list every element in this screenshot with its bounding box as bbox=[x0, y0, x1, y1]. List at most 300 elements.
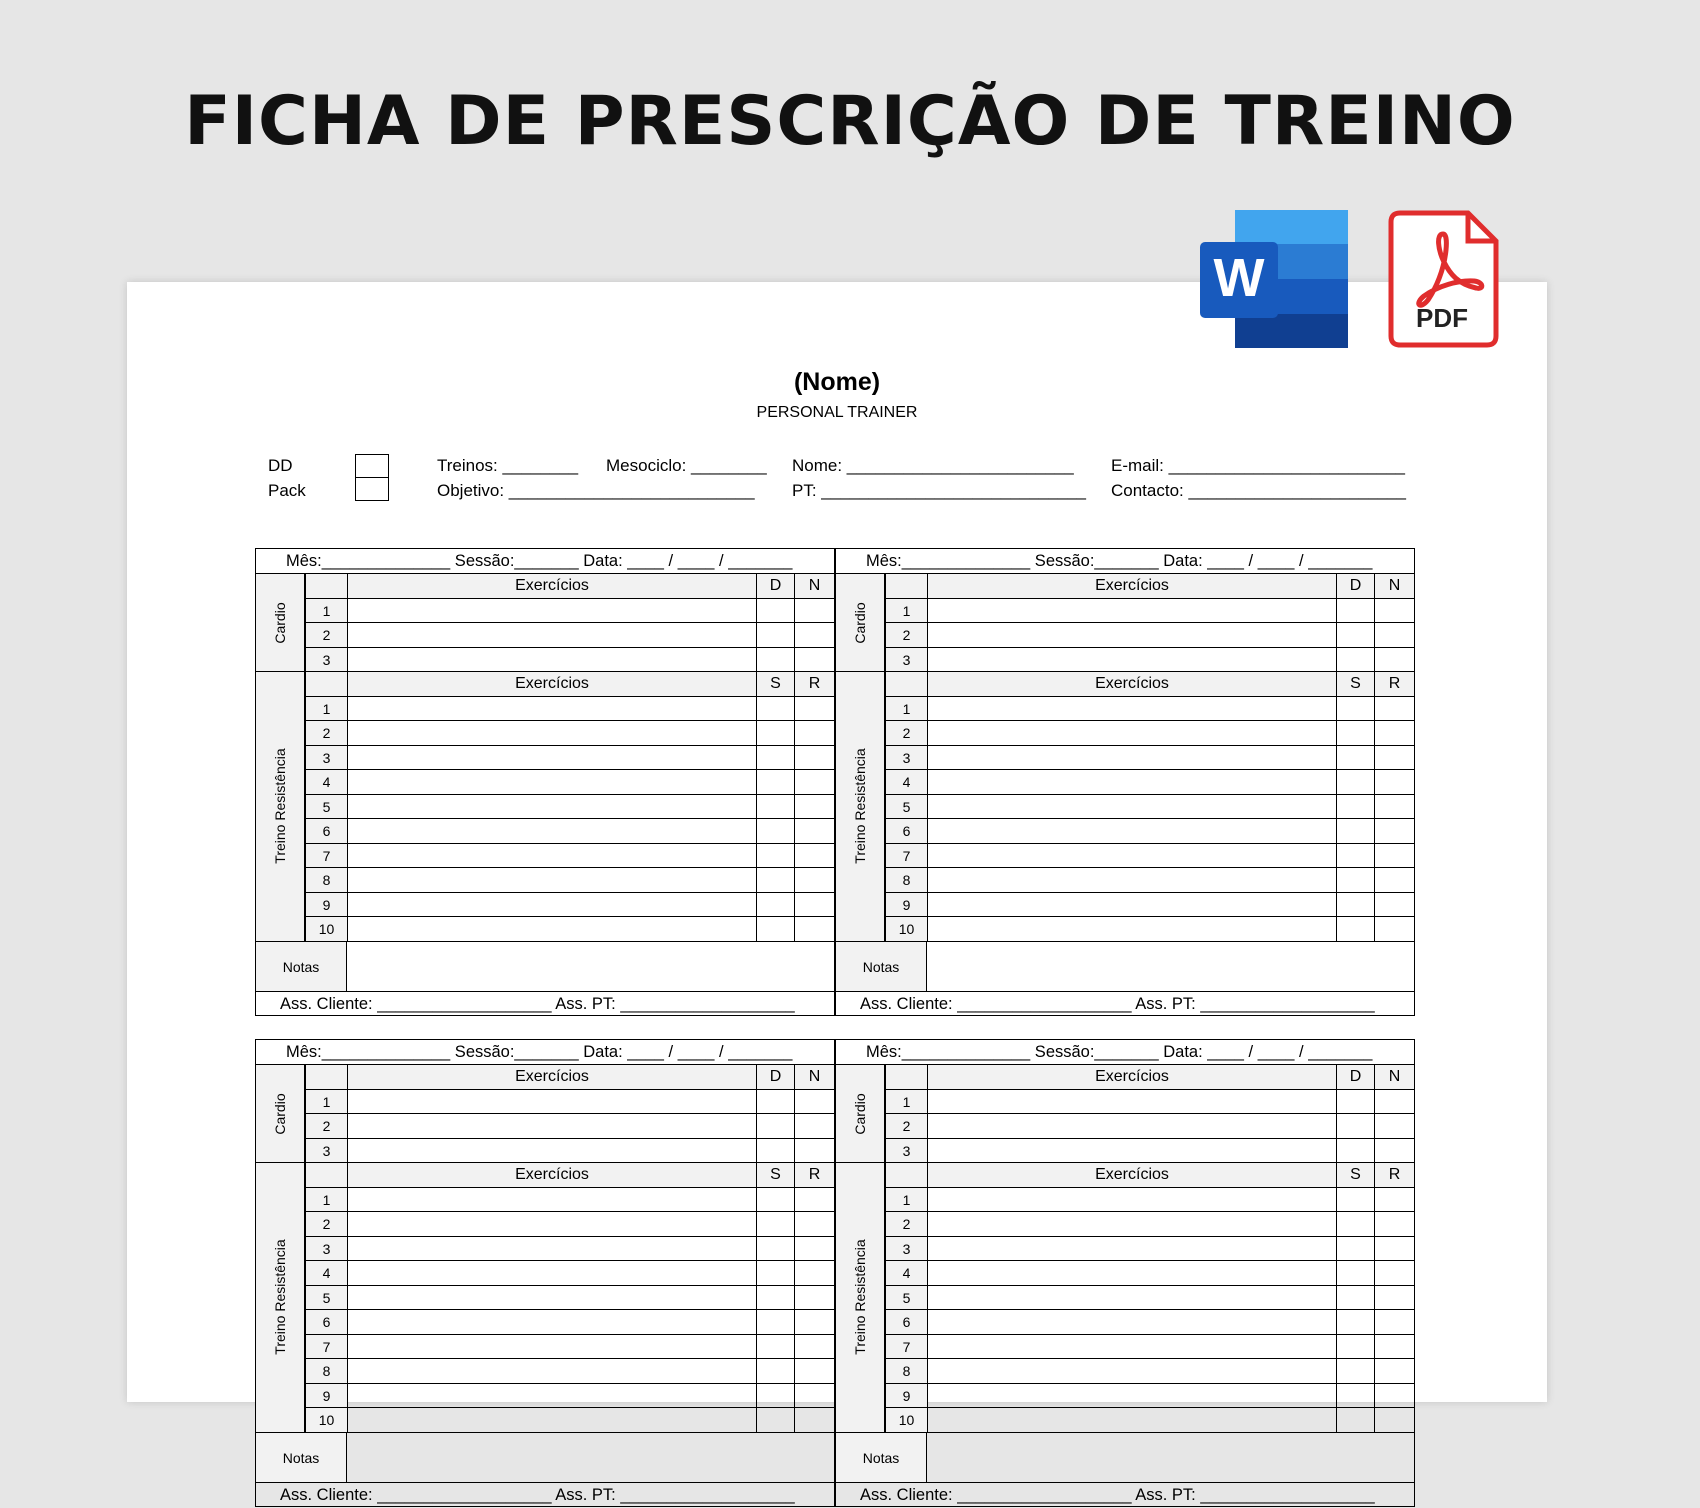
col-header: N bbox=[1374, 1065, 1414, 1089]
row-number: 6 bbox=[305, 1310, 347, 1334]
session-header[interactable]: Mês:______________ Sessão:_______ Data: ____ / ____ / _______ bbox=[256, 1040, 834, 1065]
exercise-row[interactable] bbox=[256, 1212, 834, 1237]
value-cell[interactable] bbox=[1374, 697, 1414, 721]
value-cell[interactable] bbox=[794, 770, 834, 794]
exercise-cell[interactable] bbox=[927, 1335, 1336, 1359]
value-cell[interactable] bbox=[794, 721, 834, 745]
resist-label-text: Treino Resistência bbox=[272, 1239, 288, 1355]
value-cell[interactable] bbox=[794, 1408, 834, 1432]
exercise-cell[interactable] bbox=[927, 1188, 1336, 1212]
value-cell[interactable] bbox=[1336, 795, 1374, 819]
row-number: 3 bbox=[305, 1139, 347, 1163]
exercise-cell[interactable] bbox=[927, 1237, 1336, 1261]
exercise-row[interactable] bbox=[256, 1188, 834, 1213]
value-cell[interactable] bbox=[1336, 1237, 1374, 1261]
value-cell[interactable] bbox=[756, 697, 794, 721]
exercise-cell[interactable] bbox=[927, 746, 1336, 770]
exercise-cell[interactable] bbox=[927, 1114, 1336, 1138]
exercise-cell[interactable] bbox=[927, 599, 1336, 623]
value-cell[interactable] bbox=[1374, 1139, 1414, 1163]
value-cell[interactable] bbox=[794, 795, 834, 819]
resist-label bbox=[836, 672, 885, 942]
exercise-cell[interactable] bbox=[347, 1212, 756, 1236]
value-cell[interactable] bbox=[756, 1408, 794, 1432]
col-header: R bbox=[1374, 1163, 1414, 1187]
value-cell[interactable] bbox=[1336, 1335, 1374, 1359]
cardio-label-text: Cardio bbox=[272, 1092, 288, 1135]
index-header-cell bbox=[305, 574, 347, 598]
exercise-cell[interactable] bbox=[347, 844, 756, 868]
value-cell[interactable] bbox=[794, 1090, 834, 1114]
exercise-cell[interactable] bbox=[347, 1286, 756, 1310]
value-cell[interactable] bbox=[756, 623, 794, 647]
row-number: 9 bbox=[885, 1384, 927, 1408]
contacto-field[interactable]: Contacto: _______________________ bbox=[1111, 481, 1406, 500]
exercise-row[interactable] bbox=[836, 721, 1414, 746]
row-number: 5 bbox=[885, 795, 927, 819]
value-cell[interactable] bbox=[794, 746, 834, 770]
value-cell[interactable] bbox=[756, 1335, 794, 1359]
value-cell[interactable] bbox=[1336, 721, 1374, 745]
value-cell[interactable] bbox=[1374, 721, 1414, 745]
exercise-cell[interactable] bbox=[927, 648, 1336, 672]
cardio-label-text: Cardio bbox=[852, 601, 868, 644]
row-number: 2 bbox=[305, 1114, 347, 1138]
exercise-row[interactable] bbox=[256, 1139, 834, 1164]
value-cell[interactable] bbox=[1374, 599, 1414, 623]
row-number: 3 bbox=[885, 1237, 927, 1261]
value-cell[interactable] bbox=[1336, 1408, 1374, 1432]
resist-label bbox=[256, 1163, 305, 1433]
value-cell[interactable] bbox=[1336, 1114, 1374, 1138]
exercise-row[interactable] bbox=[256, 1310, 834, 1335]
exercise-cell[interactable] bbox=[927, 623, 1336, 647]
row-number: 1 bbox=[885, 697, 927, 721]
row-number: 2 bbox=[885, 623, 927, 647]
exercise-cell[interactable] bbox=[347, 893, 756, 917]
exercise-cell[interactable] bbox=[927, 1139, 1336, 1163]
exercise-cell[interactable] bbox=[347, 697, 756, 721]
exercise-row[interactable] bbox=[836, 746, 1414, 771]
value-cell[interactable] bbox=[756, 721, 794, 745]
value-cell[interactable] bbox=[756, 1286, 794, 1310]
exercise-cell[interactable] bbox=[927, 770, 1336, 794]
exercise-cell[interactable] bbox=[347, 1310, 756, 1334]
value-cell[interactable] bbox=[794, 893, 834, 917]
exercise-header-row bbox=[256, 1163, 834, 1188]
exercise-row[interactable] bbox=[256, 868, 834, 893]
value-cell[interactable] bbox=[1336, 1384, 1374, 1408]
value-cell[interactable] bbox=[1374, 1286, 1414, 1310]
col-header: S bbox=[756, 672, 794, 696]
value-cell[interactable] bbox=[794, 648, 834, 672]
exercise-row[interactable] bbox=[256, 770, 834, 795]
value-cell[interactable] bbox=[794, 819, 834, 843]
exercise-cell[interactable] bbox=[927, 1359, 1336, 1383]
value-cell[interactable] bbox=[1374, 1237, 1414, 1261]
row-number: 1 bbox=[885, 599, 927, 623]
exercise-row[interactable] bbox=[256, 746, 834, 771]
exercise-cell[interactable] bbox=[347, 1261, 756, 1285]
exercise-cell[interactable] bbox=[347, 795, 756, 819]
exercise-cell[interactable] bbox=[927, 868, 1336, 892]
signature-row[interactable]: Ass. Cliente: ___________________ Ass. PT: ___________________ bbox=[280, 1485, 795, 1504]
exercise-row[interactable] bbox=[256, 1408, 834, 1433]
value-cell[interactable] bbox=[1374, 795, 1414, 819]
pt-field[interactable]: PT: ____________________________ bbox=[792, 481, 1087, 500]
value-cell[interactable] bbox=[794, 1139, 834, 1163]
exercise-cell[interactable] bbox=[347, 1335, 756, 1359]
row-number: 3 bbox=[885, 648, 927, 672]
value-cell[interactable] bbox=[1374, 1335, 1414, 1359]
exercise-cell[interactable] bbox=[347, 721, 756, 745]
exercise-cell[interactable] bbox=[927, 697, 1336, 721]
exercise-cell[interactable] bbox=[927, 1212, 1336, 1236]
exercise-cell[interactable] bbox=[347, 599, 756, 623]
value-cell[interactable] bbox=[756, 893, 794, 917]
value-cell[interactable] bbox=[1374, 1384, 1414, 1408]
exercise-cell[interactable] bbox=[927, 917, 1336, 941]
row-number: 2 bbox=[305, 1212, 347, 1236]
value-cell[interactable] bbox=[1374, 1212, 1414, 1236]
value-cell[interactable] bbox=[1374, 1261, 1414, 1285]
exercise-cell[interactable] bbox=[347, 1139, 756, 1163]
resist-label-text: Treino Resistência bbox=[272, 748, 288, 864]
value-cell[interactable] bbox=[1336, 1359, 1374, 1383]
value-cell[interactable] bbox=[1336, 917, 1374, 941]
value-cell[interactable] bbox=[794, 1212, 834, 1236]
dd-checkbox[interactable] bbox=[355, 454, 389, 478]
exercise-row[interactable] bbox=[836, 1090, 1414, 1115]
value-cell[interactable] bbox=[794, 1384, 834, 1408]
dd-label: DD bbox=[268, 456, 293, 475]
value-cell[interactable] bbox=[794, 844, 834, 868]
value-cell[interactable] bbox=[1336, 893, 1374, 917]
exercise-row[interactable] bbox=[836, 1335, 1414, 1360]
value-cell[interactable] bbox=[756, 1261, 794, 1285]
value-cell[interactable] bbox=[1374, 648, 1414, 672]
resist-label-text: Treino Resistência bbox=[852, 748, 868, 864]
exercise-cell[interactable] bbox=[347, 1408, 756, 1432]
value-cell[interactable] bbox=[1374, 746, 1414, 770]
exercise-cell[interactable] bbox=[927, 844, 1336, 868]
exercise-row[interactable] bbox=[836, 1359, 1414, 1384]
value-cell[interactable] bbox=[756, 795, 794, 819]
value-cell[interactable] bbox=[1336, 1188, 1374, 1212]
cardio-label bbox=[256, 1065, 305, 1163]
pdf-icon[interactable] bbox=[1388, 210, 1500, 348]
exercise-row[interactable] bbox=[836, 1261, 1414, 1286]
exercise-cell[interactable] bbox=[347, 1384, 756, 1408]
exercise-row[interactable] bbox=[836, 599, 1414, 624]
exercise-cell[interactable] bbox=[927, 893, 1336, 917]
row-number: 2 bbox=[885, 721, 927, 745]
value-cell[interactable] bbox=[756, 746, 794, 770]
exercise-cell[interactable] bbox=[347, 770, 756, 794]
signature-row[interactable]: Ass. Cliente: ___________________ Ass. PT: ___________________ bbox=[860, 1485, 1375, 1504]
exercise-row[interactable] bbox=[256, 819, 834, 844]
value-cell[interactable] bbox=[756, 1384, 794, 1408]
value-cell[interactable] bbox=[1374, 1408, 1414, 1432]
notes-row[interactable] bbox=[256, 942, 834, 992]
value-cell[interactable] bbox=[794, 1286, 834, 1310]
row-number: 2 bbox=[885, 1114, 927, 1138]
value-cell[interactable] bbox=[1336, 697, 1374, 721]
exercise-header-row bbox=[836, 1065, 1414, 1090]
value-cell[interactable] bbox=[794, 917, 834, 941]
col-header: N bbox=[794, 1065, 834, 1089]
value-cell[interactable] bbox=[1374, 868, 1414, 892]
col-header: S bbox=[1336, 1163, 1374, 1187]
trainer-name: (Nome) bbox=[793, 368, 881, 396]
session-block bbox=[835, 548, 1415, 1016]
exercise-cell[interactable] bbox=[927, 1261, 1336, 1285]
row-number: 4 bbox=[885, 1261, 927, 1285]
exercise-cell[interactable] bbox=[347, 868, 756, 892]
row-number: 1 bbox=[885, 1188, 927, 1212]
value-cell[interactable] bbox=[1336, 868, 1374, 892]
exercise-row[interactable] bbox=[836, 770, 1414, 795]
exercise-cell[interactable] bbox=[927, 1408, 1336, 1432]
value-cell[interactable] bbox=[794, 1261, 834, 1285]
value-cell[interactable] bbox=[756, 819, 794, 843]
exercise-row[interactable] bbox=[256, 893, 834, 918]
value-cell[interactable] bbox=[794, 868, 834, 892]
exercicios-header: Exercícios bbox=[347, 672, 756, 696]
exercise-row[interactable] bbox=[256, 917, 834, 942]
notes-row[interactable] bbox=[256, 1433, 834, 1483]
exercise-cell[interactable] bbox=[927, 1310, 1336, 1334]
pack-checkbox[interactable] bbox=[355, 477, 389, 501]
value-cell[interactable] bbox=[756, 599, 794, 623]
exercise-row[interactable] bbox=[256, 1286, 834, 1311]
exercise-row[interactable] bbox=[836, 795, 1414, 820]
value-cell[interactable] bbox=[756, 1310, 794, 1334]
signature-row[interactable]: Ass. Cliente: ___________________ Ass. PT: ___________________ bbox=[280, 994, 795, 1013]
exercise-row[interactable] bbox=[256, 1384, 834, 1409]
value-cell[interactable] bbox=[1374, 1310, 1414, 1334]
value-cell[interactable] bbox=[1374, 917, 1414, 941]
exercise-row[interactable] bbox=[836, 1114, 1414, 1139]
exercise-cell[interactable] bbox=[347, 623, 756, 647]
value-cell[interactable] bbox=[756, 1212, 794, 1236]
exercise-row[interactable] bbox=[836, 1408, 1414, 1433]
resist-label-text: Treino Resistência bbox=[852, 1239, 868, 1355]
value-cell[interactable] bbox=[756, 770, 794, 794]
exercise-cell[interactable] bbox=[927, 1090, 1336, 1114]
value-cell[interactable] bbox=[794, 1310, 834, 1334]
value-cell[interactable] bbox=[756, 648, 794, 672]
value-cell[interactable] bbox=[756, 917, 794, 941]
value-cell[interactable] bbox=[756, 844, 794, 868]
value-cell[interactable] bbox=[1336, 1286, 1374, 1310]
index-header-cell bbox=[885, 1065, 927, 1089]
exercise-row[interactable] bbox=[256, 795, 834, 820]
index-header-cell bbox=[885, 672, 927, 696]
value-cell[interactable] bbox=[756, 1237, 794, 1261]
row-number: 1 bbox=[885, 1090, 927, 1114]
value-cell[interactable] bbox=[1374, 1090, 1414, 1114]
cardio-label-text: Cardio bbox=[272, 601, 288, 644]
col-header: R bbox=[794, 1163, 834, 1187]
treinos-field[interactable]: Treinos: ________ bbox=[437, 456, 579, 475]
exercicios-header: Exercícios bbox=[927, 574, 1336, 598]
exercise-row[interactable] bbox=[836, 697, 1414, 722]
notes-label: Notas bbox=[836, 942, 927, 991]
exercise-row[interactable] bbox=[836, 917, 1414, 942]
exercise-row[interactable] bbox=[256, 1359, 834, 1384]
session-block bbox=[255, 1039, 835, 1507]
value-cell[interactable] bbox=[1336, 1090, 1374, 1114]
exercise-row[interactable] bbox=[836, 844, 1414, 869]
row-number: 3 bbox=[305, 648, 347, 672]
signature-row[interactable]: Ass. Cliente: ___________________ Ass. PT: ___________________ bbox=[860, 994, 1375, 1013]
exercise-row[interactable] bbox=[836, 819, 1414, 844]
value-cell[interactable] bbox=[794, 1359, 834, 1383]
value-cell[interactable] bbox=[1336, 746, 1374, 770]
value-cell[interactable] bbox=[1374, 893, 1414, 917]
exercise-cell[interactable] bbox=[347, 1090, 756, 1114]
notes-row[interactable] bbox=[836, 1433, 1414, 1483]
exercise-row[interactable] bbox=[256, 1335, 834, 1360]
value-cell[interactable] bbox=[756, 868, 794, 892]
exercise-row[interactable] bbox=[836, 1188, 1414, 1213]
exercise-row[interactable] bbox=[836, 648, 1414, 673]
exercicios-header: Exercícios bbox=[927, 672, 1336, 696]
value-cell[interactable] bbox=[794, 1188, 834, 1212]
exercise-cell[interactable] bbox=[347, 1237, 756, 1261]
cardio-label bbox=[256, 574, 305, 672]
resist-label bbox=[256, 672, 305, 942]
value-cell[interactable] bbox=[794, 1335, 834, 1359]
value-cell[interactable] bbox=[1336, 819, 1374, 843]
exercise-row[interactable] bbox=[836, 623, 1414, 648]
value-cell[interactable] bbox=[1374, 819, 1414, 843]
exercise-row[interactable] bbox=[836, 1384, 1414, 1409]
objetivo-field[interactable]: Objetivo: __________________________ bbox=[437, 481, 755, 500]
value-cell[interactable] bbox=[1374, 1188, 1414, 1212]
session-header[interactable]: Mês:______________ Sessão:_______ Data: ____ / ____ / _______ bbox=[836, 549, 1414, 574]
row-number: 9 bbox=[885, 893, 927, 917]
exercise-row[interactable] bbox=[836, 868, 1414, 893]
exercise-row[interactable] bbox=[256, 844, 834, 869]
notes-row[interactable] bbox=[836, 942, 1414, 992]
value-cell[interactable] bbox=[756, 1114, 794, 1138]
exercise-row[interactable] bbox=[836, 1212, 1414, 1237]
col-header: D bbox=[756, 1065, 794, 1089]
value-cell[interactable] bbox=[794, 1237, 834, 1261]
value-cell[interactable] bbox=[756, 1139, 794, 1163]
exercise-header-row bbox=[256, 672, 834, 697]
nome-field[interactable]: Nome: ________________________ bbox=[792, 456, 1074, 475]
mesociclo-field[interactable]: Mesociclo: ________ bbox=[606, 456, 767, 475]
exercise-row[interactable] bbox=[256, 648, 834, 673]
row-number: 5 bbox=[885, 1286, 927, 1310]
exercise-cell[interactable] bbox=[347, 746, 756, 770]
exercise-row[interactable] bbox=[836, 1310, 1414, 1335]
exercise-row[interactable] bbox=[836, 1139, 1414, 1164]
value-cell[interactable] bbox=[794, 599, 834, 623]
exercise-cell[interactable] bbox=[927, 819, 1336, 843]
value-cell[interactable] bbox=[1374, 770, 1414, 794]
exercise-row[interactable] bbox=[836, 893, 1414, 918]
exercise-row[interactable] bbox=[836, 1286, 1414, 1311]
value-cell[interactable] bbox=[756, 1188, 794, 1212]
value-cell[interactable] bbox=[1336, 1261, 1374, 1285]
value-cell[interactable] bbox=[1374, 623, 1414, 647]
row-number: 9 bbox=[305, 893, 347, 917]
value-cell[interactable] bbox=[1336, 599, 1374, 623]
exercise-header-row bbox=[256, 574, 834, 599]
email-field[interactable]: E-mail: _________________________ bbox=[1111, 456, 1405, 475]
exercise-row[interactable] bbox=[256, 1237, 834, 1262]
session-header[interactable]: Mês:______________ Sessão:_______ Data: ____ / ____ / _______ bbox=[836, 1040, 1414, 1065]
value-cell[interactable] bbox=[756, 1090, 794, 1114]
exercise-cell[interactable] bbox=[347, 917, 756, 941]
value-cell[interactable] bbox=[1336, 844, 1374, 868]
exercise-cell[interactable] bbox=[927, 795, 1336, 819]
value-cell[interactable] bbox=[1336, 770, 1374, 794]
exercise-row[interactable] bbox=[256, 623, 834, 648]
exercise-cell[interactable] bbox=[347, 1114, 756, 1138]
row-number: 8 bbox=[885, 1359, 927, 1383]
exercise-row[interactable] bbox=[256, 1261, 834, 1286]
value-cell[interactable] bbox=[1336, 623, 1374, 647]
exercise-row[interactable] bbox=[256, 1090, 834, 1115]
exercise-row[interactable] bbox=[836, 1237, 1414, 1262]
row-number: 3 bbox=[305, 1237, 347, 1261]
row-number: 9 bbox=[305, 1384, 347, 1408]
row-number: 1 bbox=[305, 697, 347, 721]
value-cell[interactable] bbox=[1336, 1310, 1374, 1334]
col-header: R bbox=[794, 672, 834, 696]
cardio-label bbox=[836, 1065, 885, 1163]
session-header[interactable]: Mês:______________ Sessão:_______ Data: ____ / ____ / _______ bbox=[256, 549, 834, 574]
row-number: 7 bbox=[885, 844, 927, 868]
exercise-cell[interactable] bbox=[347, 819, 756, 843]
value-cell[interactable] bbox=[1374, 1359, 1414, 1383]
word-icon[interactable] bbox=[1200, 210, 1348, 348]
value-cell[interactable] bbox=[794, 1114, 834, 1138]
exercise-row[interactable] bbox=[256, 721, 834, 746]
exercise-cell[interactable] bbox=[927, 721, 1336, 745]
value-cell[interactable] bbox=[1336, 1139, 1374, 1163]
exercise-cell[interactable] bbox=[347, 1188, 756, 1212]
value-cell[interactable] bbox=[1374, 844, 1414, 868]
row-number: 6 bbox=[305, 819, 347, 843]
value-cell[interactable] bbox=[1374, 1114, 1414, 1138]
cardio-label bbox=[836, 574, 885, 672]
exercise-row[interactable] bbox=[256, 1114, 834, 1139]
exercise-row[interactable] bbox=[256, 599, 834, 624]
cardio-label-text: Cardio bbox=[852, 1092, 868, 1135]
value-cell[interactable] bbox=[1336, 1212, 1374, 1236]
exercise-cell[interactable] bbox=[347, 1359, 756, 1383]
row-number: 6 bbox=[885, 819, 927, 843]
row-number: 4 bbox=[305, 770, 347, 794]
exercicios-header: Exercícios bbox=[347, 1163, 756, 1187]
banner-title: FICHA DE PRESCRIÇÃO DE TREINO bbox=[184, 82, 1516, 161]
exercise-cell[interactable] bbox=[927, 1384, 1336, 1408]
value-cell[interactable] bbox=[794, 697, 834, 721]
exercise-row[interactable] bbox=[256, 697, 834, 722]
resist-label bbox=[836, 1163, 885, 1433]
value-cell[interactable] bbox=[756, 1359, 794, 1383]
exercise-cell[interactable] bbox=[927, 1286, 1336, 1310]
exercise-cell[interactable] bbox=[347, 648, 756, 672]
value-cell[interactable] bbox=[794, 623, 834, 647]
value-cell[interactable] bbox=[1336, 648, 1374, 672]
